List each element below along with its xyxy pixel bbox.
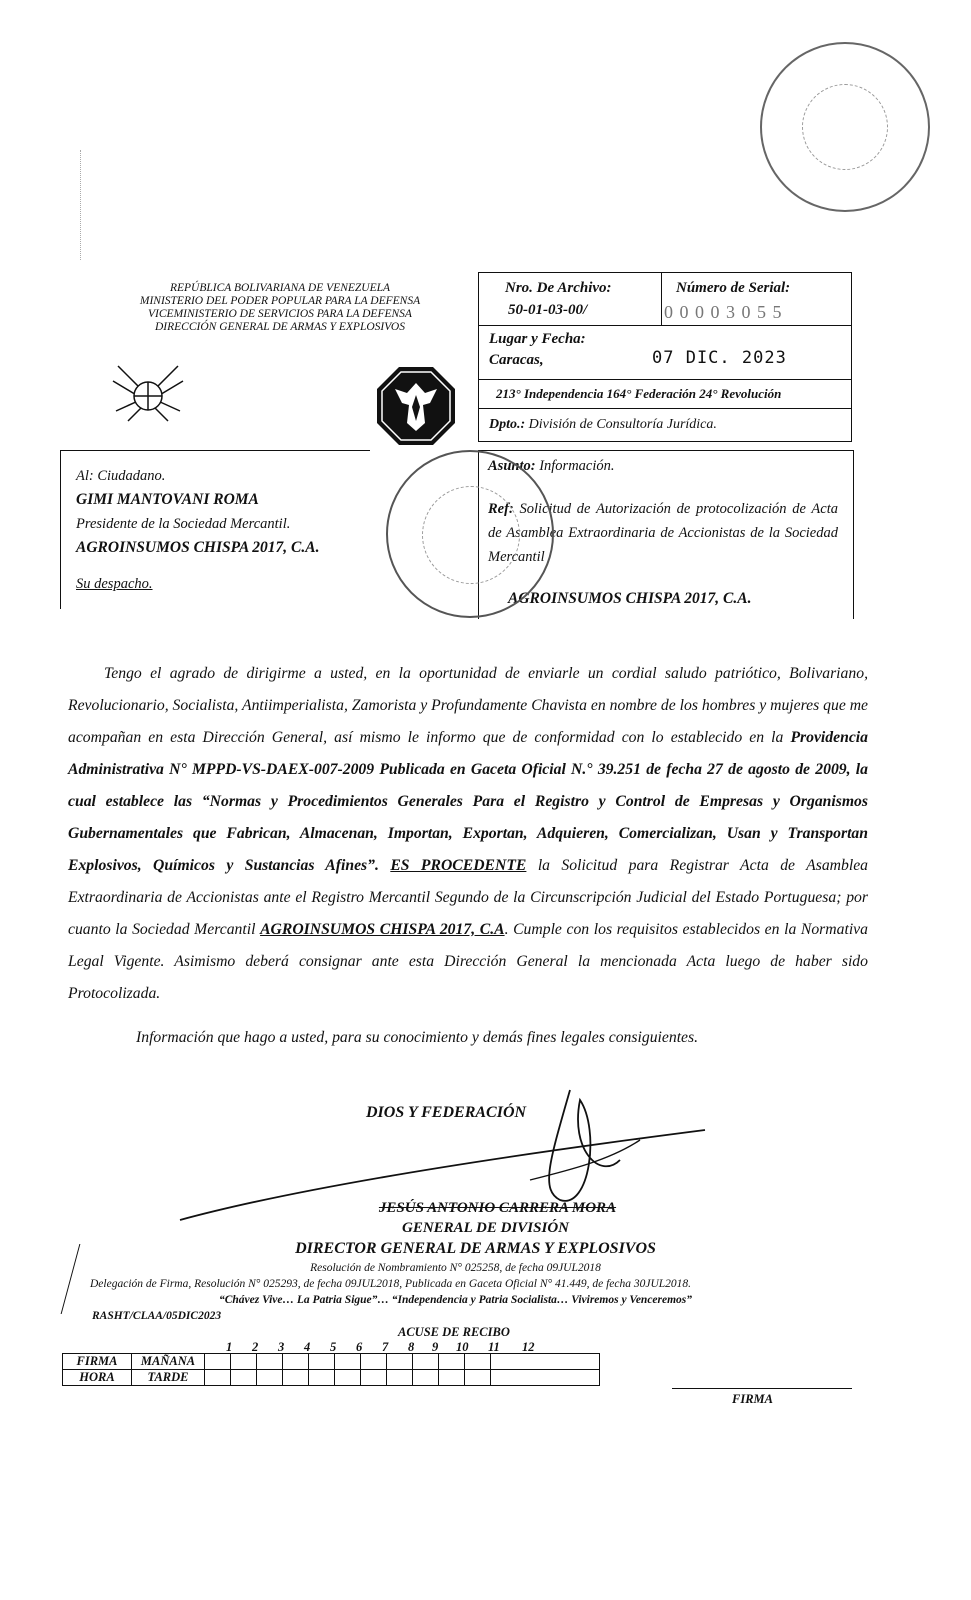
serial-label: Número de Serial: [676,280,791,296]
acuse-cell [205,1354,231,1370]
acuse-num: 2 [252,1340,259,1354]
acuse-cell [283,1370,309,1386]
acuse-cell: FIRMA [63,1354,132,1370]
letterhead [80,282,480,334]
closing-motto: DIOS Y FEDERACIÓN [366,1104,527,1121]
firma-line [672,1388,852,1389]
acuse-cell [361,1370,387,1386]
acuse-num: 10 [456,1340,469,1354]
body-text-3: . Cumple con los requisitos establecidos en la Normativa Legal Vigente. Asimismo deberá consignar ante esta Dirección General la mencionada Acta luego de haber sido Protocolizada. [68,921,868,1002]
signer-title: DIRECTOR GENERAL DE ARMAS Y EXPLOSIVOS [295,1240,656,1257]
acuse-num: 12 [522,1340,535,1354]
margin-mark [80,150,131,260]
body-company: AGROINSUMOS CHISPA 2017, C.A [260,921,505,938]
acuse-cell [491,1370,600,1386]
asunto-value: Información. [539,458,615,474]
addressee-block [76,464,319,596]
table-row [63,1354,600,1370]
acuse-cell [361,1354,387,1370]
acuse-cell [465,1354,491,1370]
acuse-cell [309,1370,335,1386]
signer-rank: GENERAL DE DIVISIÓN [402,1220,569,1236]
signer-name: JESÚS ANTONIO CARRERA MORA [378,1200,617,1216]
acuse-cell [205,1370,231,1386]
acuse-cell [309,1354,335,1370]
acuse-num: 3 [278,1340,285,1354]
body-paragraph-2: Información que hago a usted, para su conocimiento y demás fines legales consiguientes. [136,1029,699,1046]
resolution-1: Resolución de Nombramiento N° 025258, de fecha 09JUL2018 [310,1262,601,1274]
addressee-name: GIMI MANTOVANI ROMA [76,491,259,508]
ref-value: Solicitud de Autorización de protocolización de Acta de Asamblea Extraordinaria de Accionistas de la Sociedad Mercantil [488,501,839,565]
resolution-2: Delegación de Firma, Resolución N° 025293, de fecha 09JUL2018, Publicada en Gaceta Oficial N° 41.449, de fecha 30JUL2018. [90,1278,692,1290]
addressee-company: AGROINSUMOS CHISPA 2017, C.A. [76,539,320,556]
lugar-value: Caracas, [489,352,544,368]
acuse-cell [335,1354,361,1370]
date-stamp: 07 DIC. 2023 [652,348,787,368]
acuse-cell [335,1370,361,1386]
table-row [63,1370,600,1386]
acuse-num: 5 [330,1340,337,1354]
acuse-num: 6 [356,1340,363,1354]
acuse-cell [257,1354,283,1370]
body-paragraph-1 [68,658,868,1010]
body-text-1: Tengo el agrado de dirigirme a usted, en la oportunidad de enviarle un cordial saludo patriótico, Bolivariano, Revolucionario, Socialista, Antiimperialista, Zamorista y Profundamente Chavista en nombre de los hombres y mujeres que me acompañan en esta Dirección General, así mismo le informo que de conformidad con lo establecido en la [68,665,868,746]
acuse-cell [231,1370,257,1386]
addressee-bracket [60,450,75,609]
acuse-cell [439,1354,465,1370]
official-seal-stamp [760,42,930,212]
addressee-despacho: Su despacho. [76,576,153,592]
acuse-num: 7 [382,1340,389,1354]
body-providencia: Providencia Administrativa N° MPPD-VS-DAEX-007-2009 Publicada en Gaceta Oficial N.° 39.251 de fecha 27 de agosto de 2009, la cual establece las “Normas y Procedimientos Generales Para el Registro y Control de Empresas y Organismos Gubernamentales que Fabrican, Almacenan, Importan, Exportan, Adquieren, Comercializan, Usan y Transportan Explosivos, Químicos y Sustancias Afines”. [68,729,868,874]
acuse-num: 9 [432,1340,439,1354]
body-procedente: ES PROCEDENTE [390,857,527,874]
independencia-text: 213° Independencia 164° Federación 24° Revolución [496,386,782,401]
acuse-title: ACUSE DE RECIBO [398,1325,510,1339]
acuse-num: 4 [304,1340,311,1354]
archivo-value: 50-01-03-00/ [508,302,588,318]
addressee-bracket-top [60,450,370,451]
body-text-2: la Solicitud para Registrar Acta de Asamblea Extraordinaria de Accionistas ante el Registro Mercantil Segundo de la Circunscripción Judicial del Estado Portuguesa; por cuanto la Sociedad Mercantil [68,857,868,938]
letter-body [68,658,868,1054]
letterhead-line-4: DIRECCIÓN GENERAL DE ARMAS Y EXPLOSIVOS [155,321,405,333]
letterhead-line-2: MINISTERIO DEL PODER POPULAR PARA LA DEFENSA [139,295,421,307]
acuse-cell [439,1370,465,1386]
acuse-cell [413,1354,439,1370]
ref-label: Ref: [488,501,514,517]
firma-label: FIRMA [732,1392,773,1406]
serial-value: 0 0 0 0 3 0 5 5 [664,302,783,322]
acuse-cell [283,1354,309,1370]
acuse-cell [465,1370,491,1386]
letterhead-line-1: REPÚBLICA BOLIVARIANA DE VENEZUELA [169,282,391,294]
acuse-cell [491,1354,600,1370]
acuse-cell [387,1354,413,1370]
acuse-cell [257,1370,283,1386]
archivo-label: Nro. De Archivo: [505,280,612,296]
letterhead-line-3: VICEMINISTERIO DE SERVICIOS PARA LA DEFENSA [148,308,412,320]
dpto-line [489,417,717,433]
lugar-label: Lugar y Fecha: [489,331,586,347]
acuse-cell: MAÑANA [132,1354,205,1370]
addressee-role: Presidente de la Sociedad Mercantil. [76,516,291,532]
reference-code: RASHT/CLAA/05DIC2023 [92,1310,222,1322]
acuse-num: 8 [408,1340,415,1354]
acuse-cell: HORA [63,1370,132,1386]
slogan: “Chávez Vive… La Patria Sigue”… “Independencia y Patria Socialista… Viviremos y Venceremos” [218,1294,693,1306]
dpto-value: División de Consultoría Jurídica. [528,417,717,432]
acuse-num: 11 [488,1340,500,1354]
acuse-cell [413,1370,439,1386]
asunto-label: Asunto: [488,458,536,474]
coat-of-arms-icon [108,356,188,426]
acuse-cell [231,1354,257,1370]
acuse-cell [387,1370,413,1386]
department-seal-stamp [386,450,554,618]
ref-company: AGROINSUMOS CHISPA 2017, C.A. [508,590,752,607]
eagle-emblem-icon [375,365,457,447]
acuse-num: 1 [226,1340,233,1354]
acuse-table [62,1353,600,1386]
dpto-label: Dpto.: [489,417,526,432]
addressee-to: Al: Ciudadano. [76,468,166,484]
acuse-cell: TARDE [132,1370,205,1386]
